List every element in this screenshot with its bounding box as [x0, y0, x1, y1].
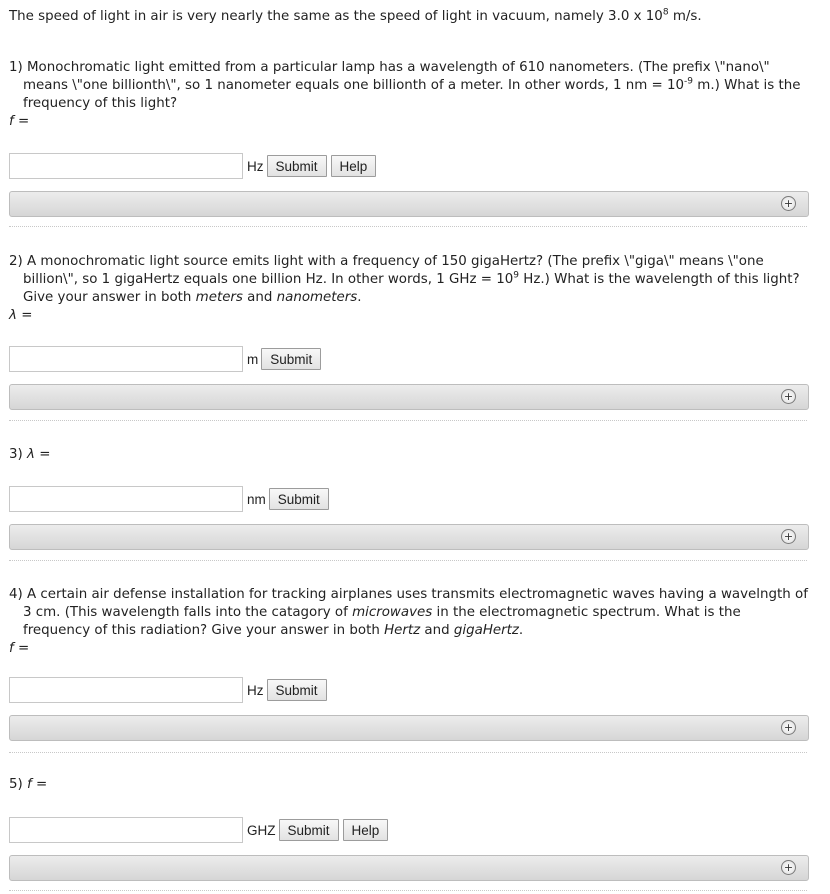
q5-divider	[9, 890, 807, 891]
q4-em-hertz: Hertz	[384, 623, 421, 638]
q2-text-d: .	[357, 290, 362, 305]
plus-circle-icon[interactable]: +	[781, 389, 796, 404]
question-5-variable	[9, 776, 809, 794]
question-5-answer-row	[9, 816, 392, 844]
question-1-answer-row	[9, 152, 380, 180]
intro-text	[9, 8, 819, 26]
q2-text-a: 2) A monochromatic light source emits light with a frequency of 150 gigaHertz? (The prefix \"giga\" means \"one billion\", so 1 gigaHertz equals one billion Hz. In other words, 1 GHz = 10	[9, 254, 764, 287]
intro-exponent: 8	[662, 7, 669, 18]
q2-answer-input[interactable]	[9, 346, 243, 372]
q4-answer-input[interactable]	[9, 677, 243, 703]
q3-divider	[9, 560, 807, 561]
q3-label: 3)	[9, 447, 23, 462]
q5-eq: =	[31, 777, 48, 792]
question-1-variable	[9, 113, 809, 131]
q4-em-gigahertz: gigaHertz	[453, 623, 519, 638]
q2-exponent: 9	[513, 270, 519, 281]
q5-hint-bar[interactable]	[9, 855, 809, 881]
q2-hint-bar[interactable]	[9, 384, 809, 410]
q1-answer-input[interactable]	[9, 153, 243, 179]
q1-eq: =	[13, 114, 30, 129]
question-4-prompt	[9, 586, 809, 640]
q1-text-b: m.) What is the frequency of this light?	[23, 78, 801, 111]
q4-divider	[9, 752, 807, 753]
plus-circle-icon[interactable]: +	[781, 860, 796, 875]
question-4-variable	[9, 640, 809, 658]
question-1	[9, 59, 809, 210]
q1-help-button[interactable]: Help	[331, 155, 377, 177]
question-2-answer-row	[9, 345, 325, 373]
q4-submit-button[interactable]: Submit	[267, 679, 327, 701]
question-5	[9, 776, 809, 874]
q4-unit-label: Hz	[247, 682, 264, 698]
question-3	[9, 446, 809, 543]
q4-text-b: in the electromagnetic spectrum. What is the frequency of this radiation? Give your answer in both	[23, 605, 741, 638]
plus-circle-icon[interactable]: +	[781, 720, 796, 735]
q4-em-microwaves: microwaves	[352, 605, 433, 620]
question-4	[9, 586, 809, 734]
q5-label: 5)	[9, 777, 23, 792]
q4-eq: =	[13, 641, 30, 656]
q1-divider	[9, 226, 807, 227]
q1-unit-label: Hz	[247, 158, 264, 174]
q3-eq: =	[34, 447, 51, 462]
q3-hint-bar[interactable]	[9, 524, 809, 550]
q2-em-meters: meters	[195, 290, 243, 305]
q2-text-b: Hz.) What is the wavelength of this light? Give your answer in both	[23, 272, 800, 305]
q1-text-a: 1) Monochromatic light emitted from a particular lamp has a wavelength of 610 nanometers. (The prefix \"nano\" means \"one billionth\", so 1 nanometer equals one billionth of a meter. In other words, 1 nm = 10	[9, 60, 770, 93]
q3-unit-label: nm	[247, 491, 266, 507]
q4-hint-bar[interactable]	[9, 715, 809, 741]
q5-var: f	[27, 777, 32, 792]
q1-exponent: -9	[684, 76, 694, 87]
intro-text-end: m/s.	[668, 9, 702, 24]
question-3-variable	[9, 446, 809, 464]
q4-text-c: and	[420, 623, 454, 638]
q2-divider	[9, 420, 807, 421]
question-4-answer-row	[9, 676, 331, 704]
q1-var: f	[9, 114, 14, 129]
question-3-answer-row	[9, 485, 333, 513]
q5-answer-input[interactable]	[9, 817, 243, 843]
q3-answer-input[interactable]	[9, 486, 243, 512]
q5-help-button[interactable]: Help	[343, 819, 389, 841]
q4-var: f	[9, 641, 14, 656]
q5-unit-label: GHZ	[247, 822, 276, 838]
q2-em-nanometers: nanometers	[276, 290, 358, 305]
q1-submit-button[interactable]: Submit	[267, 155, 327, 177]
intro-text-part: The speed of light in air is very nearly the same as the speed of light in vacuum, namely 3.0 x 10	[9, 9, 663, 24]
q4-text-a: 4) A certain air defense installation for tracking airplanes uses transmits electromagnetic waves having a wavelngth of 3 cm. (This wavelength falls into the catagory of	[9, 587, 808, 620]
q2-submit-button[interactable]: Submit	[261, 348, 321, 370]
q5-submit-button[interactable]: Submit	[279, 819, 339, 841]
question-1-prompt	[9, 59, 809, 113]
q4-text-d: .	[518, 623, 524, 638]
question-2	[9, 253, 809, 403]
q1-hint-bar[interactable]	[9, 191, 809, 217]
plus-circle-icon[interactable]: +	[781, 529, 796, 544]
question-2-prompt	[9, 253, 809, 307]
plus-circle-icon[interactable]: +	[781, 196, 796, 211]
q3-var: λ	[27, 447, 35, 462]
q3-submit-button[interactable]: Submit	[269, 488, 329, 510]
q2-unit-label: m	[247, 351, 259, 367]
question-2-variable	[9, 307, 809, 325]
q2-eq: =	[16, 308, 33, 323]
q2-text-c: and	[242, 290, 277, 305]
q2-var: λ	[9, 308, 17, 323]
